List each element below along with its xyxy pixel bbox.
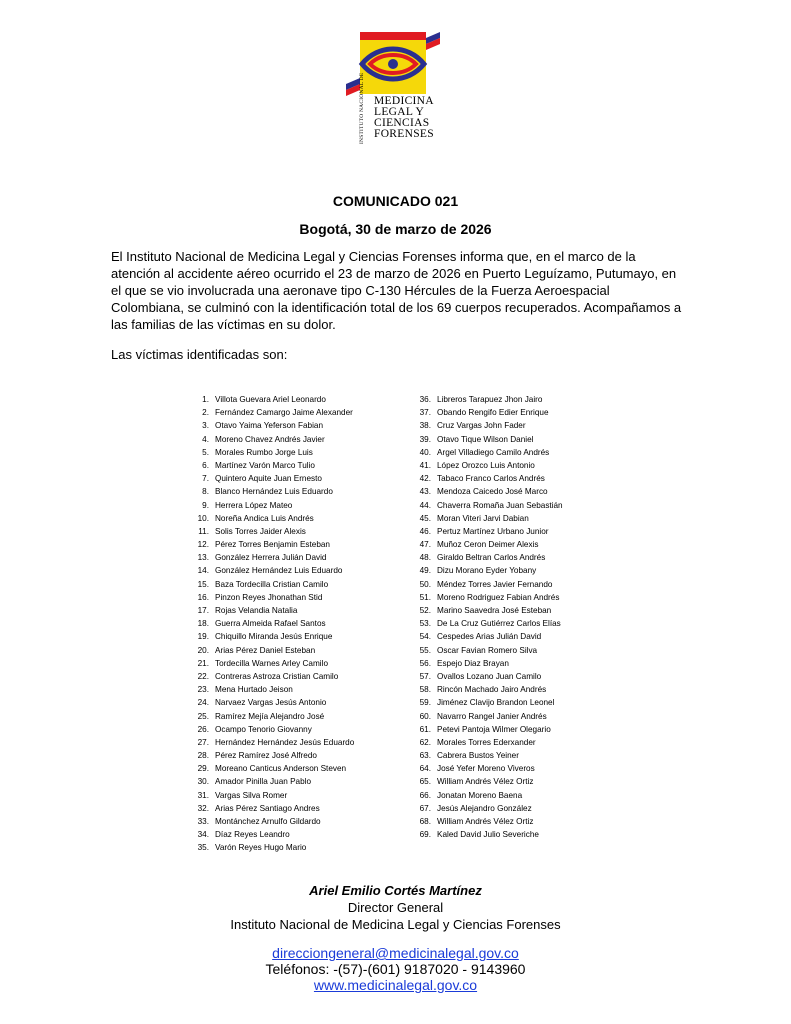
victim-name: Ovallos Lozano Juan Camilo	[437, 671, 542, 681]
victim-name: Narvaez Vargas Jesús Antonio	[215, 698, 327, 708]
victim-number: 61.	[419, 724, 431, 734]
victim-number: 57.	[419, 671, 431, 681]
victim-name: Moreano Canticus Anderson Steven	[215, 764, 347, 774]
victim-list-item	[409, 789, 563, 802]
victim-name: Jiménez Clavijo Brandon Leonel	[437, 698, 555, 708]
victim-number: 50.	[419, 579, 431, 589]
victim-name: Muñoz Ceron Deimer Alexis	[437, 540, 539, 550]
victim-list-item	[193, 683, 354, 696]
victim-name: Blanco Hernández Luis Eduardo	[215, 487, 333, 497]
victims-list-left	[193, 393, 354, 855]
victim-list-item	[193, 828, 354, 841]
victim-number: 25.	[197, 711, 209, 721]
signatory-name: Ariel Emilio Cortés Martínez	[309, 883, 482, 898]
victim-number: 21.	[197, 658, 209, 668]
victim-name: Solis Torres Jaider Alexis	[215, 526, 306, 536]
victims-intro: Las víctimas identificadas son:	[111, 347, 288, 362]
victim-number: 46.	[419, 526, 431, 536]
victim-list-item	[409, 630, 563, 643]
victim-number: 63.	[419, 751, 431, 761]
victim-list-item	[193, 578, 354, 591]
victim-name: Giraldo Beltran Carlos Andrés	[437, 553, 546, 563]
victim-list-item	[409, 617, 563, 630]
victim-list-item	[409, 670, 563, 683]
victim-name: Jesús Alejandro González	[437, 803, 532, 813]
victim-name: Petevi Pantoja Wilmer Olegario	[437, 724, 551, 734]
logo-vertical-label: INSTITUTO NACIONAL DE	[359, 72, 365, 144]
victim-list-item	[193, 644, 354, 657]
victim-name: Oscar Favian Romero Silva	[437, 645, 538, 655]
website-link[interactable]: www.medicinalegal.gov.co	[313, 977, 478, 993]
victim-list-item	[193, 630, 354, 643]
victim-list-item	[409, 802, 563, 815]
victim-number: 51.	[419, 592, 431, 602]
victim-number: 7.	[202, 474, 209, 484]
logo-line-2: LEGAL Y	[374, 106, 425, 118]
victim-name: Mendoza Caicedo José Marco	[437, 487, 548, 497]
victim-list-item	[409, 683, 563, 696]
phone-numbers: Teléfonos: -(57)-(601) 9187020 - 9143960	[265, 961, 526, 977]
victim-name: Moreno Chavez Andrés Javier	[215, 434, 325, 444]
victim-name: Otavo Tique Wilson Daniel	[437, 434, 534, 444]
victim-number: 13.	[197, 553, 209, 563]
victim-list-item	[193, 762, 354, 775]
victim-name: López Orozco Luis Antonio	[437, 460, 535, 470]
victim-list-item	[193, 657, 354, 670]
victim-name: Pérez Ramírez José Alfredo	[215, 751, 317, 761]
victim-number: 59.	[419, 698, 431, 708]
victim-list-item	[193, 696, 354, 709]
victim-name: Pinzon Reyes Jhonathan Stid	[215, 592, 323, 602]
victim-name: Morales Rumbo Jorge Luis	[215, 447, 313, 457]
victim-list-item	[193, 749, 354, 762]
victim-name: Rincón Machado Jairo Andrés	[437, 685, 547, 695]
victim-number: 11.	[198, 526, 209, 536]
victim-list-item	[193, 591, 354, 604]
victim-list-item	[409, 446, 563, 459]
victim-name: Ramírez Mejía Alejandro José	[215, 711, 325, 721]
victim-name: Jonatan Moreno Baena	[437, 790, 523, 800]
victim-list-item	[409, 459, 563, 472]
victim-name: Díaz Reyes Leandro	[215, 830, 290, 840]
victim-number: 26.	[197, 724, 209, 734]
victim-number: 17.	[197, 606, 209, 615]
victim-list-item	[409, 749, 563, 762]
victim-name: Pertuz Martínez Urbano Junior	[437, 526, 549, 536]
logo-vertical-text	[357, 72, 371, 146]
victim-name: Arias Pérez Santiago Andres	[215, 803, 320, 813]
victim-number: 34.	[197, 830, 209, 840]
logo-line-3: CIENCIAS	[374, 117, 430, 129]
victim-list-item	[193, 538, 354, 551]
victim-number: 48.	[419, 553, 431, 563]
victim-number: 52.	[419, 606, 431, 615]
victim-number: 42.	[419, 474, 431, 484]
victim-list-item	[409, 485, 563, 498]
victim-name: José Yefer Moreno Viveros	[437, 764, 535, 774]
victim-number: 49.	[419, 566, 431, 576]
victim-number: 2.	[202, 408, 209, 418]
signatory-organization: Instituto Nacional de Medicina Legal y Ciencias Forenses	[230, 917, 561, 932]
victim-list-item	[409, 406, 563, 419]
victim-name: Argel Villadiego Camilo Andrés	[437, 447, 550, 457]
body-paragraph: El Instituto Nacional de Medicina Legal y Ciencias Forenses informa que, en el marco de la atención al accidente aéreo ocurrido el 23 de marzo de 2026 en Puerto Leguízamo, Putumayo, en el que se vio involucrada una aeronave tipo C-130 Hércules de la Fuerza Aeroespacial Colombiana, se culminó con la identificación total de los 69 cuerpos recuperados. Acompañamos a las familias de las víctimas en su dolor.	[111, 249, 682, 332]
victim-name: Mena Hurtado Jeison	[215, 685, 293, 695]
victim-number: 22.	[197, 671, 209, 681]
victim-list-item	[409, 710, 563, 723]
victim-list-item	[193, 736, 354, 749]
victim-name: Cespedes Arias Julián David	[437, 632, 542, 642]
victim-list-item	[193, 406, 354, 419]
victim-number: 5.	[202, 447, 209, 457]
victim-number: 41.	[419, 460, 431, 470]
victim-list-item	[409, 564, 563, 577]
victim-number: 18.	[197, 619, 209, 629]
victim-number: 6.	[202, 460, 209, 470]
victim-number: 31.	[197, 790, 209, 800]
victim-name: Méndez Torres Javier Fernando	[437, 579, 553, 589]
victim-list-item	[193, 433, 354, 446]
victim-number: 66.	[419, 790, 431, 800]
victim-list-item	[193, 710, 354, 723]
victim-list-item	[193, 841, 354, 854]
victim-name: Tabaco Franco Carlos Andrés	[437, 474, 545, 484]
victim-list-item	[193, 604, 354, 617]
victim-list-item	[193, 564, 354, 577]
victim-number: 65.	[419, 777, 431, 787]
victim-number: 58.	[419, 685, 431, 695]
victim-list-item	[409, 736, 563, 749]
victim-name: Guerra Almeida Rafael Santos	[215, 619, 326, 629]
victim-number: 30.	[197, 777, 209, 787]
victim-number: 20.	[197, 645, 209, 655]
victim-number: 38.	[419, 421, 431, 431]
victim-number: 56.	[419, 658, 431, 668]
victim-name: Chiquillo Miranda Jesús Enrique	[215, 632, 333, 642]
victim-name: Moreno Rodriguez Fabian Andrés	[437, 592, 560, 602]
victim-name: Morales Torres Ederxander	[437, 737, 536, 747]
victim-number: 55.	[419, 645, 431, 655]
victim-number: 43.	[419, 487, 431, 497]
victim-list-item	[193, 551, 354, 564]
victim-number: 28.	[197, 751, 209, 761]
victim-name: Vargas Silva Romer	[215, 790, 288, 800]
victim-name: William Andrés Vélez Ortiz	[437, 777, 534, 787]
victim-name: Martínez Varón Marco Tulio	[215, 460, 315, 470]
victim-list-item	[409, 419, 563, 432]
victim-number: 10.	[197, 513, 209, 523]
victim-number: 19.	[197, 632, 209, 642]
victim-name: Kaled David Julio Severiche	[437, 830, 539, 840]
victim-name: Libreros Tarapuez Jhon Jairo	[437, 395, 543, 404]
victim-list-item	[409, 696, 563, 709]
victim-name: Rojas Velandia Natalia	[215, 606, 298, 615]
victim-list-item	[409, 723, 563, 736]
signatory-role: Director General	[347, 900, 444, 915]
victim-name: González Herrera Julián David	[215, 553, 327, 563]
victim-number: 24.	[197, 698, 209, 708]
victim-name: Tordecilla Warnes Arley Camilo	[215, 658, 328, 668]
victim-list-item	[193, 617, 354, 630]
victim-list-item	[193, 815, 354, 828]
victim-list-item	[193, 485, 354, 498]
victim-number: 44.	[419, 500, 431, 510]
victim-name: Moran Viteri Jarvi Dabian	[437, 513, 529, 523]
victim-list-item	[409, 657, 563, 670]
victim-name: Navarro Rangel Janier Andrés	[437, 711, 547, 721]
victim-number: 45.	[419, 513, 431, 523]
victim-list-item	[409, 472, 563, 485]
victim-number: 60.	[419, 711, 431, 721]
victim-number: 35.	[197, 843, 209, 853]
victim-list-item	[193, 446, 354, 459]
logo-line-4: FORENSES	[374, 128, 434, 140]
victim-list-item	[193, 525, 354, 538]
logo-line-1: MEDICINA	[374, 95, 434, 107]
victim-number: 23.	[197, 685, 209, 695]
victim-list-item	[193, 723, 354, 736]
victim-name: Ocampo Tenorio Giovanny	[215, 724, 312, 734]
victim-number: 68.	[419, 817, 431, 826]
victim-number: 36.	[419, 395, 431, 404]
victim-name: Baza Tordecilla Cristian Camilo	[215, 579, 329, 589]
victim-name: Montánchez Arnulfo Gildardo	[215, 817, 321, 826]
victim-number: 69.	[419, 830, 431, 840]
victim-list-item	[409, 775, 563, 788]
victim-number: 40.	[419, 447, 431, 457]
victim-name: Obando Rengifo Edier Enrique	[437, 408, 549, 418]
victim-list-item	[193, 512, 354, 525]
communique-date: Bogotá, 30 de marzo de 2026	[299, 221, 492, 237]
victim-list-item	[409, 433, 563, 446]
victim-list-item	[409, 551, 563, 564]
victim-number: 12.	[197, 540, 209, 550]
victim-name: Varón Reyes Hugo Mario	[215, 843, 307, 853]
victim-list-item	[193, 802, 354, 815]
victim-number: 37.	[419, 408, 431, 418]
victim-list-item	[193, 472, 354, 485]
victim-number: 27.	[197, 737, 209, 747]
victim-name: Chaverra Romaña Juan Sebastián	[437, 500, 563, 510]
victim-number: 54.	[419, 632, 431, 642]
victim-number: 15.	[197, 579, 209, 589]
victim-number: 14.	[197, 566, 209, 576]
victim-list-item	[193, 419, 354, 432]
victim-name: González Hernández Luis Eduardo	[215, 566, 343, 576]
victim-number: 53.	[419, 619, 431, 629]
victim-list-item	[409, 815, 563, 828]
victim-number: 9.	[202, 500, 209, 510]
victim-list-item	[409, 828, 563, 841]
victim-list-item	[193, 499, 354, 512]
victim-list-item	[409, 393, 563, 406]
victim-number: 1.	[202, 395, 209, 404]
victim-list-item	[409, 578, 563, 591]
victim-list-item	[409, 762, 563, 775]
victim-number: 47.	[419, 540, 431, 550]
victim-number: 33.	[197, 817, 209, 826]
victim-name: Villota Guevara Ariel Leonardo	[215, 395, 326, 404]
victim-name: Amador Pinilla Juan Pablo	[215, 777, 312, 787]
victim-name: Pérez Torres Benjamin Esteban	[215, 540, 330, 550]
victim-name: William Andrés Vélez Ortiz	[437, 817, 534, 826]
communique-title: COMUNICADO 021	[332, 193, 459, 209]
victim-number: 39.	[419, 434, 431, 444]
victim-name: Cabrera Bustos Yeiner	[437, 751, 519, 761]
email-link[interactable]: direcciongeneral@medicinalegal.gov.co	[272, 945, 519, 961]
victim-list-item	[409, 512, 563, 525]
victim-number: 64.	[419, 764, 431, 774]
victim-name: De La Cruz Gutiérrez Carlos Elías	[437, 619, 561, 629]
victim-number: 3.	[202, 421, 209, 431]
victims-list-right	[409, 393, 563, 841]
victim-list-item	[409, 525, 563, 538]
victim-list-item	[409, 604, 563, 617]
victim-number: 8.	[202, 487, 209, 497]
victim-number: 62.	[419, 737, 431, 747]
victim-name: Hernández Hernández Jesús Eduardo	[215, 737, 355, 747]
victim-list-item	[409, 644, 563, 657]
victim-name: Marino Saavedra José Esteban	[437, 606, 552, 615]
victim-number: 67.	[419, 803, 431, 813]
victim-list-item	[409, 499, 563, 512]
victim-name: Espejo Diaz Brayan	[437, 658, 509, 668]
victim-list-item	[409, 538, 563, 551]
victim-name: Otavo Yaima Yeferson Fabian	[215, 421, 324, 431]
victim-list-item	[193, 789, 354, 802]
logo-wordmark	[374, 96, 464, 140]
victim-number: 29.	[197, 764, 209, 774]
victim-list-item	[193, 670, 354, 683]
victim-list-item	[193, 775, 354, 788]
victim-name: Herrera López Mateo	[215, 500, 293, 510]
victim-name: Quintero Aquite Juan Ernesto	[215, 474, 322, 484]
victim-name: Arias Pérez Daniel Esteban	[215, 645, 316, 655]
victim-name: Noreña Andica Luis Andrés	[215, 513, 314, 523]
victim-number: 32.	[197, 803, 209, 813]
victim-name: Dizu Morano Eyder Yobany	[437, 566, 537, 576]
victim-number: 16.	[197, 592, 209, 602]
victim-list-item	[409, 591, 563, 604]
victim-number: 4.	[202, 434, 209, 444]
victim-list-item	[193, 393, 354, 406]
victim-name: Fernández Camargo Jaime Alexander	[215, 408, 353, 418]
victim-name: Contreras Astroza Cristian Camilo	[215, 671, 339, 681]
victim-list-item	[193, 459, 354, 472]
victim-name: Cruz Vargas John Fader	[437, 421, 526, 431]
